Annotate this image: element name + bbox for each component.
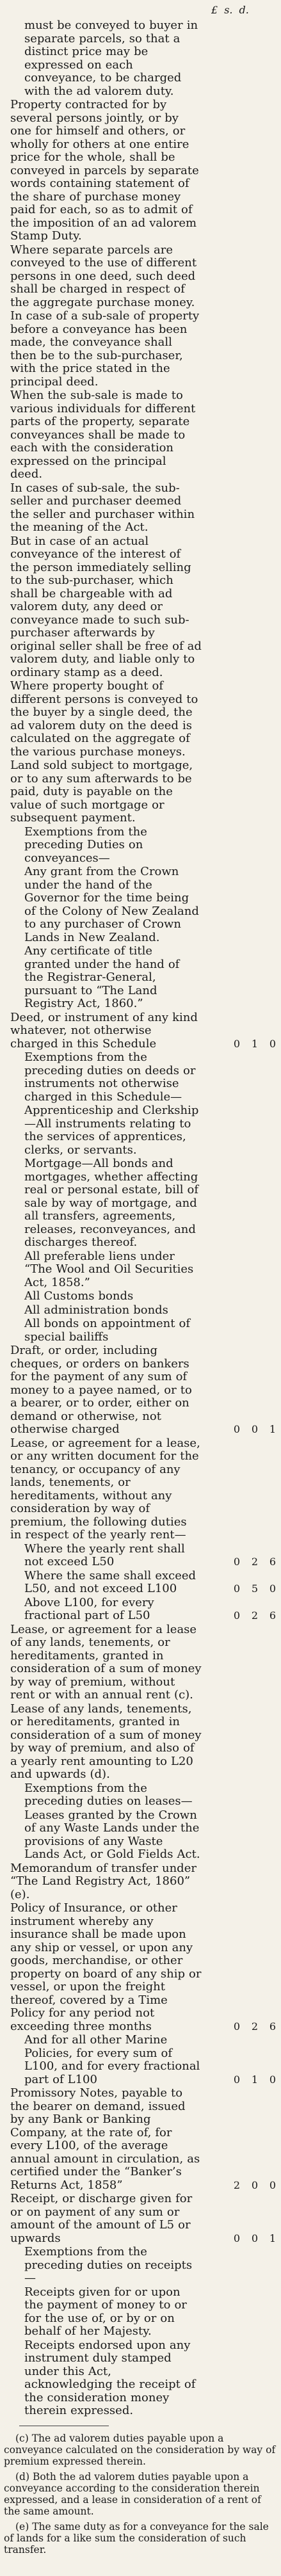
schedule-row-text: Land sold subject to mortgage, or to any sum afterwards to be paid, duty is payable on the value of such mortgage or subsequent payment. (10, 759, 193, 825)
schedule-row (0, 1902, 281, 2033)
amount-pounds: 0 (233, 2232, 241, 2244)
schedule-row-text: In case of a sub-sale of property before a conveyance has been made, the conveyance shall then be to the sub-purchaser, with the price stated in the principal deed. (10, 309, 200, 389)
schedule-row (0, 1862, 281, 1902)
schedule-row (0, 1290, 281, 1303)
schedule-row (0, 535, 281, 680)
amount-pence: 0 (269, 2073, 277, 2086)
amount-shillings: 1 (251, 1037, 259, 1050)
shillings-header: s. (224, 4, 233, 16)
schedule-row-text: In cases of sub-sale, the sub-seller and purchaser deemed the seller and purchaser within the meaning of the Act. (10, 481, 195, 534)
amount-pence: 6 (269, 1609, 277, 1622)
schedule-row (0, 945, 281, 1011)
schedule-row-text: Memorandum of transfer under “The Land Registry Act, 1860” (e). (10, 1861, 197, 1901)
schedule-row (0, 2193, 281, 2245)
footnote: (e) The same duty as for a conveyance for the sale of lands for a like sum the consideration of such transfer. (4, 2520, 269, 2556)
schedule-row-text: Property contracted for by several persons jointly, or by one for himself and others, or wholly for others at one entire price for the whole, shall be conveyed in parcels by separate words containing statement of the share of purchase money paid for each, so as to admit of the imposition of an ad valorem Stamp Duty. (10, 98, 199, 243)
schedule-row (0, 1570, 281, 1596)
amount-pence: 0 (269, 1037, 277, 1050)
schedule-row-text: Lease of any lands, tenements, or hereditaments, granted in consideration of a sum of money by way of premium, and also of a yearly rent amounting to L20 and upwards (d). (10, 1702, 202, 1781)
schedule-row (0, 2286, 281, 2339)
amount-shillings: 0 (251, 1423, 259, 1435)
amount-shillings: 1 (251, 2073, 259, 2086)
schedule-row-text: Where separate parcels are conveyed to the use of different persons in one deed, such deed shall be charged in respect of the aggregate purchase money. (10, 243, 197, 309)
amount-shillings: 2 (251, 1609, 259, 1622)
schedule-row (0, 2246, 281, 2285)
schedule-row-text: All Customs bonds (24, 1289, 134, 1303)
schedule-row (0, 1782, 281, 1808)
schedule-row (0, 1703, 281, 1782)
schedule-row-text: But in case of an actual conveyance of the interest of the person immediately selling to the sub-purchaser, which shall be chargeable with ad valorem duty, any deed or conveyance made to such sub-purchaser afterwards by original seller shall be free of ad valorem duty, and liable only to ordinary stamp as a deed. (10, 534, 202, 679)
schedule-row-text: must be conveyed to buyer in separate parcels, so that a distinct price may be expressed on each conveyance, to be charged with the ad valorem duty. (24, 19, 198, 98)
schedule-rows (0, 19, 281, 2559)
schedule-row (0, 1051, 281, 1104)
schedule-row (0, 1543, 281, 1569)
amount-pounds: 0 (233, 1556, 241, 1568)
amount-pounds: 0 (233, 1609, 241, 1622)
schedule-row-amount (202, 1609, 281, 1623)
schedule-row-text: Where the yearly rent shall not exceed L50 (24, 1542, 185, 1568)
schedule-row (0, 482, 281, 535)
schedule-row (0, 680, 281, 759)
schedule-row (0, 244, 281, 310)
schedule-row (0, 865, 281, 944)
schedule-row (0, 2087, 281, 2192)
schedule-row-text: Lease, or agreement for a lease, or any written document for the tenancy, or occupancy of any lands, tenements, or hereditaments, without any consideration by way of premium, the following duties in respect of the yearly rent— (10, 1436, 200, 1542)
schedule-row-text: All bonds on appointment of special bailiffs (24, 1317, 190, 1344)
amount-pence: 6 (269, 2020, 277, 2033)
schedule-row (0, 1250, 281, 1290)
footnote: (c) The ad valorem duties payable upon a conveyance calculated on the consideration by way of premium expressed therein. (4, 2432, 276, 2467)
amount-pence: 0 (269, 1582, 277, 1595)
schedule-row (0, 826, 281, 865)
footnotes (0, 2433, 281, 2556)
schedule-row-text: Mortgage—All bonds and mortgages, whether affecting real or personal estate, bill of sale by way of mortgage, and all transfers, agreements, releases, reconveyances, and discharges thereof. (24, 1157, 198, 1249)
schedule-row-amount (202, 1423, 281, 1437)
schedule-row-text: Exemptions from the preceding duties on leases— (24, 1781, 193, 1808)
schedule-row (0, 1344, 281, 1437)
schedule-row-text: Draft, or order, including cheques, or orders on bankers for the payment of any sum of money to a payee named, or to a bearer, or to order, either on demand or otherwise, not otherwise charged (10, 1344, 192, 1436)
schedule-row (0, 1809, 281, 1862)
schedule-row (0, 99, 281, 243)
amount-shillings: 2 (251, 2020, 259, 2033)
footnote: (d) Both the ad valorem duties payable upon a conveyance according to the consideration therein expressed, and a lease in consideration of a rent of the same amount. (4, 2470, 261, 2517)
schedule-row (0, 1317, 281, 1344)
schedule-row (0, 1011, 281, 1051)
schedule-row (0, 1597, 281, 1623)
currency-header (211, 4, 278, 17)
amount-pounds: 2 (233, 2178, 241, 2191)
amount-pence: 1 (269, 2232, 277, 2244)
schedule-row-text: Promissory Notes, payable to the bearer on demand, issued by any Bank or Banking Company, at the rate of, for every L100, of the average annual amount in circulation, as certified under the “Banker’s Returns Act, 1858” (10, 2086, 200, 2192)
schedule-row-text: All administration bonds (24, 1303, 168, 1317)
pounds-header: £ (211, 4, 218, 16)
schedule-row-text: Apprenticeship and Clerkship—All instruments relating to the services of apprentices, clerks, or servants. (24, 1104, 199, 1157)
schedule-row-text: Any grant from the Crown under the hand of the Governor for the time being of the Colony of New Zealand to any purchaser of Crown Lands in New Zealand. (24, 865, 199, 944)
schedule-row-text: All preferable liens under “The Wool and Oil Securities Act, 1858.” (24, 1249, 194, 1289)
schedule-row (0, 19, 281, 98)
schedule-row-amount (202, 1582, 281, 1596)
schedule-row-amount (202, 1038, 281, 1051)
schedule-row-text: Exemptions from the preceding Duties on conveyances— (24, 825, 147, 865)
schedule-row-text: And for all other Marine Policies, for every sum of L100, and for every fractional part of L100 (24, 2033, 200, 2086)
amount-pounds: 0 (233, 1582, 241, 1595)
schedule-row-text: Any certificate of title granted under the hand of the Registrar-General, pursuant to “The Land Registry Act, 1860.” (24, 944, 180, 1010)
schedule-row (0, 389, 281, 481)
schedule-row (0, 1623, 281, 1702)
amount-pence: 1 (269, 1423, 277, 1435)
amount-pounds: 0 (233, 2020, 241, 2033)
schedule-row-text: Where the same shall exceed L50, and not exceed L100 (24, 1568, 197, 1595)
schedule-row (0, 1437, 281, 1542)
schedule-row-text: Receipt, or discharge given for or on payment of any sum or amount of the amount of L5 or upwards (10, 2192, 193, 2245)
schedule-row-text: Above L100, for every fractional part of L50 (24, 1595, 154, 1622)
schedule-row-text: Where property bought of different persons is conveyed to the buyer by a single deed, the ad valorem duty on the deed is calculated on the aggregate of the various purchase moneys. (10, 679, 198, 759)
pence-header: d. (239, 4, 249, 16)
amount-pence: 6 (269, 1556, 277, 1568)
schedule-row-text: When the sub-sale is made to various individuals for different parts of the property, separate conveyances shall be made to each with the consideration expressed on the principal deed. (10, 389, 196, 481)
schedule-row-text: Exemptions from the preceding duties on deeds or instruments not otherwise charged in this Schedule— (24, 1051, 196, 1104)
schedule-row-amount (202, 2232, 281, 2246)
schedule-row (0, 310, 281, 389)
schedule-row (0, 1157, 281, 1250)
schedule-row-text: Receipts endorsed upon any instrument duly stamped under this Act, acknowledging the receipt of the consideration money therein expressed. (24, 2338, 196, 2417)
schedule-row-amount (202, 1556, 281, 1569)
schedule-row (0, 759, 281, 825)
schedule-row-amount (202, 2020, 281, 2034)
schedule-row-text: Receipts given for or upon the payment of money to or for the use of, or by or on behalf of her Majesty. (24, 2285, 187, 2338)
amount-pounds: 0 (233, 2073, 241, 2086)
schedule-row (0, 1304, 281, 1317)
amount-shillings: 5 (251, 1582, 259, 1595)
amount-pounds: 0 (233, 1037, 241, 1050)
schedule-row-text: Policy of Insurance, or other instrument whereby any insurance shall be made upon any ship or vessel, or upon any goods, merchandise, or other property on board of any ship or vessel, or upon the freight thereof, covered by a Time Policy for any period not exceeding three months (10, 1901, 202, 2033)
schedule-row-amount (202, 2073, 281, 2087)
schedule-row-text: Leases granted by the Crown of any Waste Lands under the provisions of any Waste Lands Act, or Gold Fields Act. (24, 1808, 200, 1861)
amount-shillings: 0 (251, 2178, 259, 2191)
schedule-row (0, 2034, 281, 2086)
amount-pence: 0 (269, 2178, 277, 2191)
schedule-row-text: Exemptions from the preceding duties on receipts— (24, 2245, 193, 2285)
schedule-row-text: Deed, or instrument of any kind whatever, not otherwise charged in this Schedule (10, 1010, 198, 1051)
amount-shillings: 2 (251, 1556, 259, 1568)
schedule-row-text: Lease, or agreement for a lease of any lands, tenements, or hereditaments, granted in consideration of a sum of money by way of premium, without rent or with an annual rent (c). (10, 1622, 202, 1702)
amount-pounds: 0 (233, 1423, 241, 1435)
amount-shillings: 0 (251, 2232, 259, 2244)
schedule-row (0, 2339, 281, 2418)
schedule-row (0, 1104, 281, 1157)
schedule-row-amount (202, 2179, 281, 2193)
